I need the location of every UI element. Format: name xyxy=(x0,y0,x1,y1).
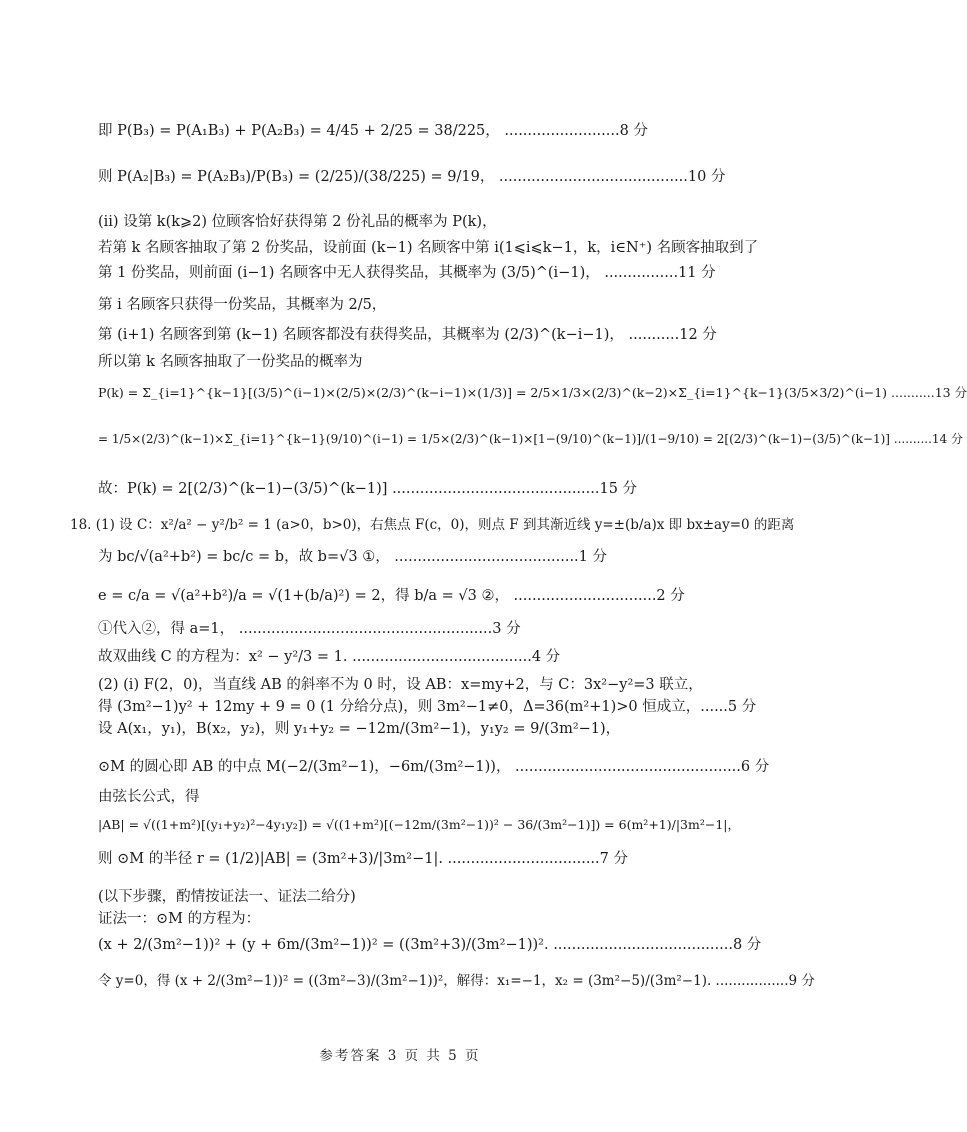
text-line: (ⅱ) 设第 k(k⩾2) 位顾客恰好获得第 2 份礼品的概率为 P(k)， xyxy=(98,214,497,230)
text-line: 设 A(x₁，y₁)，B(x₂，y₂)，则 y₁+y₂ = −12m/(3m²−1)，y₁y₂ = 9/(3m²−1)， xyxy=(98,721,621,737)
text-line: (2) (ⅰ) F(2，0)，当直线 AB 的斜率不为 0 时，设 AB：x=my+2，与 C：3x²−y²=3 联立， xyxy=(98,677,703,693)
text-line: 故双曲线 C 的方程为：x² − y²/3 = 1. .......................................4 分 xyxy=(98,649,561,665)
text-line: 第 i 名顾客只获得一份奖品，其概率为 2/5， xyxy=(98,297,387,313)
text-line: (x + 2/(3m²−1))² + (y + 6m/(3m²−1))² = ((3m²+3)/(3m²−1))². .......................................8 分 xyxy=(98,937,762,953)
text-line: ⊙M 的圆心即 AB 的中点 M(−2/(3m²−1)，−6m/(3m²−1))， .................................................6 分 xyxy=(98,759,770,775)
text-line: e = c/a = √(a²+b²)/a = √(1+(b/a)²) = 2，得 b/a = √3 ②， ...............................2 分 xyxy=(98,588,685,604)
page-footer: 参考答案 3 页 共 5 页 xyxy=(319,1048,481,1064)
text-line: 令 y=0，得 (x + 2/(3m²−1))² = ((3m²−3)/(3m²−1))²，解得：x₁=−1，x₂ = (3m²−5)/(3m²−1). .................9 分 xyxy=(98,973,815,989)
text-line: 则 P(A₂|B₃) = P(A₂B₃)/P(B₃) = (2/25)/(38/225) = 9/19， .........................................10 分 xyxy=(98,169,726,185)
text-line: ①代入②，得 a=1， .......................................................3 分 xyxy=(98,621,521,637)
text-line: (以下步骤，酌情按证法一、证法二给分) xyxy=(98,889,356,905)
text-line: 则 ⊙M 的半径 r = (1/2)|AB| = (3m²+3)/|3m²−1|. .................................7 分 xyxy=(98,851,628,867)
text-line: 若第 k 名顾客抽取了第 2 份奖品，设前面 (k−1) 名顾客中第 i(1⩽i⩽k−1，k，i∈N⁺) 名顾客抽取到了 xyxy=(98,240,759,256)
text-line: 所以第 k 名顾客抽取了一份奖品的概率为 xyxy=(98,354,363,370)
math-line: P(k) = Σ_{i=1}^{k−1}[(3/5)^(i−1)×(2/5)×(2/3)^(k−i−1)×(1/3)] = 2/5×1/3×(2/3)^(k−2)×Σ_{i=1}^{k−1}(3/5×3/2)^(i−1) ...........13 分 xyxy=(98,385,967,400)
text-line: 第 (i+1) 名顾客到第 (k−1) 名顾客都没有获得奖品，其概率为 (2/3)^(k−i−1)， ...........12 分 xyxy=(98,327,717,343)
text-line: 证法一：⊙M 的方程为： xyxy=(98,911,261,927)
text-line: 第 1 份奖品，则前面 (i−1) 名顾客中无人获得奖品，其概率为 (3/5)^(i−1)， ................11 分 xyxy=(98,265,716,281)
text-line: 即 P(B₃) = P(A₁B₃) + P(A₂B₃) = 4/45 + 2/25 = 38/225， .........................8 分 xyxy=(98,123,648,139)
math-line: = 1/5×(2/3)^(k−1)×Σ_{i=1}^{k−1}(9/10)^(i−1) = 1/5×(2/3)^(k−1)×[1−(9/10)^(k−1)]/(1−9/10) = 2[(2/3)^(k−1)−(3/5)^(k−1)] ..........14 分 xyxy=(98,432,964,446)
text-line: 由弦长公式，得 xyxy=(98,789,200,805)
text-line: 得 (3m²−1)y² + 12my + 9 = 0 (1 分给分点)，则 3m²−1≠0，Δ=36(m²+1)>0 恒成立，......5 分 xyxy=(98,699,757,715)
problem-18-intro: 18. (1) 设 C：x²/a² − y²/b² = 1 (a>0，b>0)，右焦点 F(c，0)，则点 F 到其渐近线 y=±(b/a)x 即 bx±ay=0 的距离 xyxy=(70,517,795,533)
text-line: 为 bc/√(a²+b²) = bc/c = b，故 b=√3 ①， ........................................1 分 xyxy=(98,549,608,565)
text-line: 故：P(k) = 2[(2/3)^(k−1)−(3/5)^(k−1)] .............................................15 分 xyxy=(98,481,638,497)
math-line: |AB| = √((1+m²)[(y₁+y₂)²−4y₁y₂]) = √((1+m²)[(−12m/(3m²−1))² − 36/(3m²−1)]) = 6(m²+1)/|3m²−1|， xyxy=(98,817,740,832)
